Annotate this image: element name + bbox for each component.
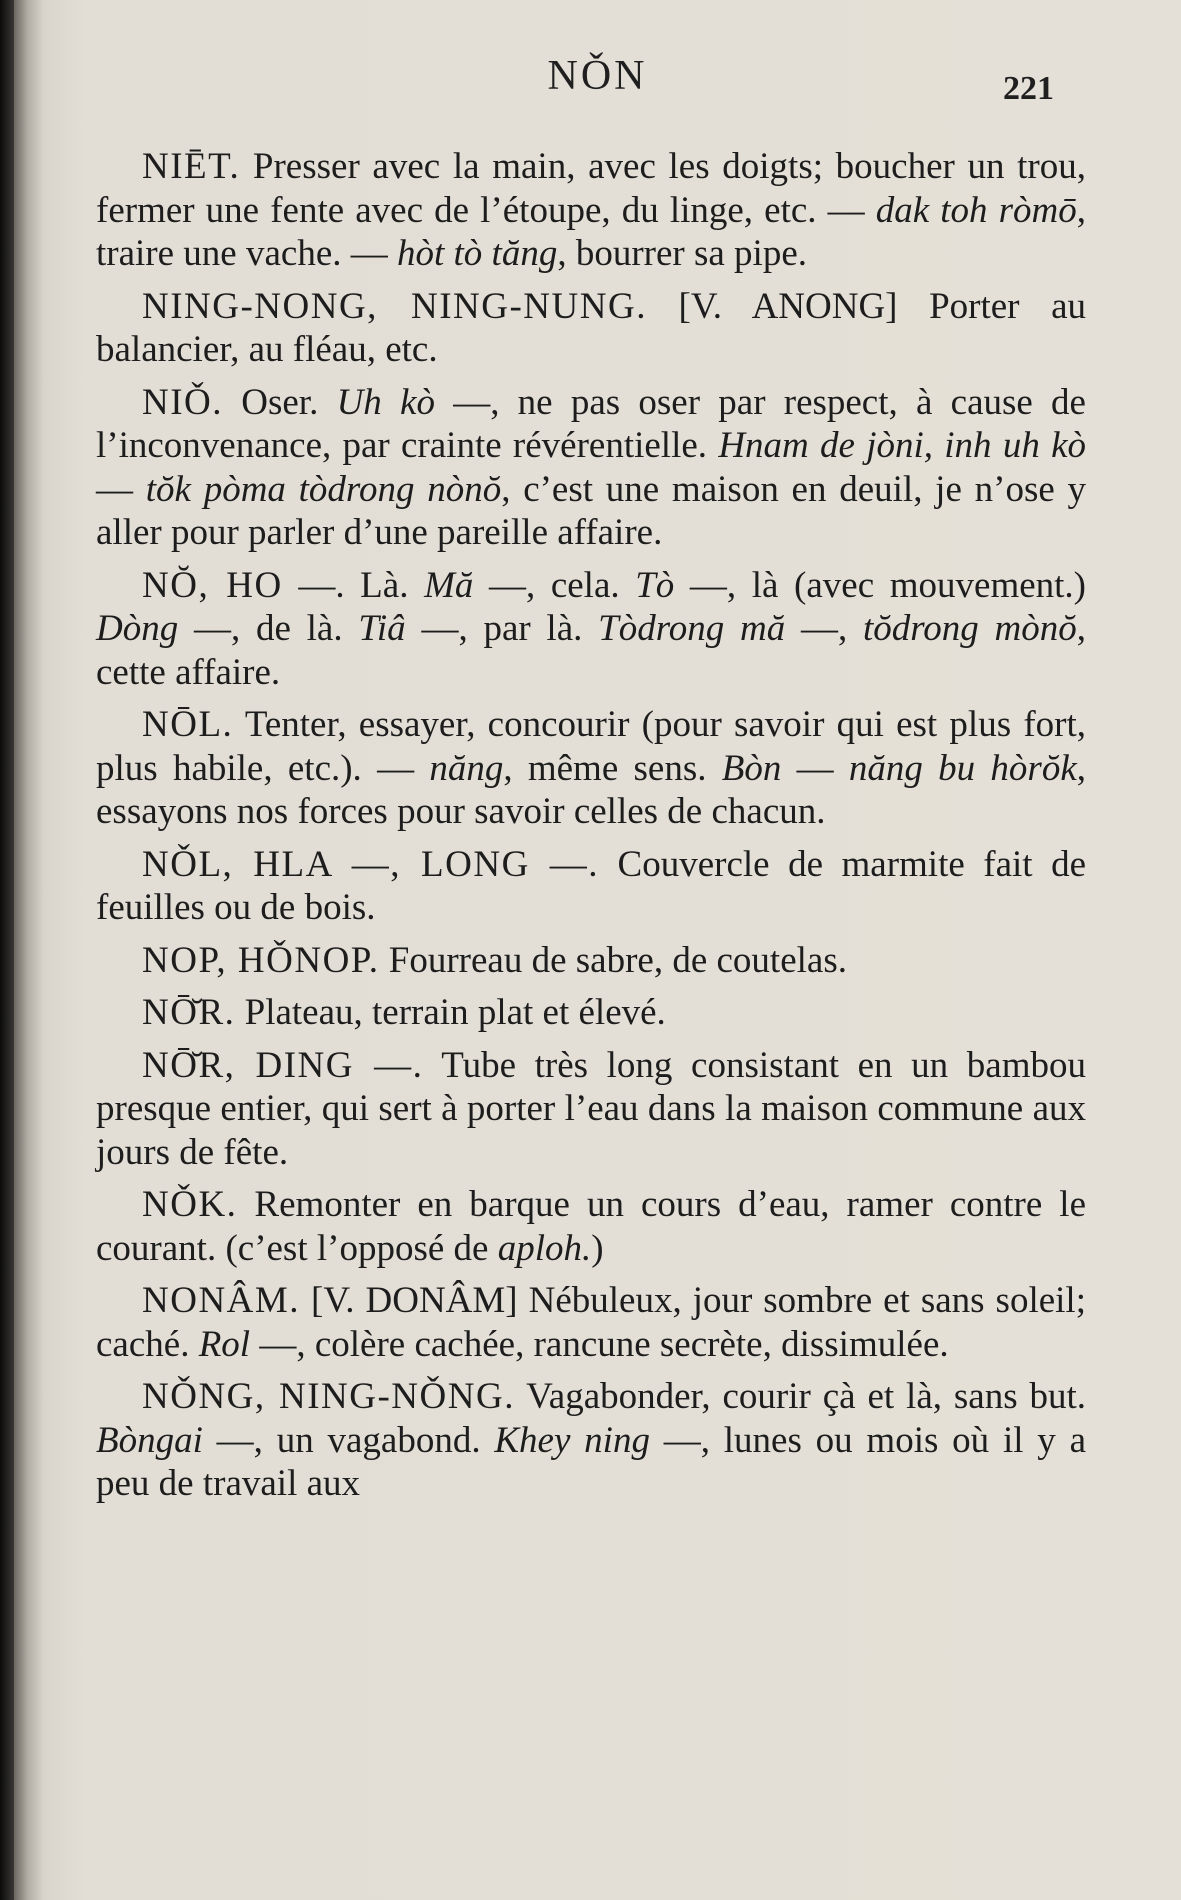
dictionary-entry [96,1279,1086,1366]
entry-example-italic: năng [429,747,504,789]
entry-headword: NOP, HǑNOP. [142,939,380,981]
dictionary-entry [96,843,1086,930]
entry-example-italic: Tòdrong mă [598,608,786,649]
entry-definition-text: Tenter, essayer, concourir (pour savoir qui est plus fort, plus habile, etc.). — [96,704,1086,789]
entry-definition-text: —, là (avec mouvement.) [674,564,1087,606]
entry-definition-text: —, ne pas oser par respect, à cause de l’inconvenance, par crainte révérentielle. [96,381,1086,466]
entry-definition-text: Vagabonder, courir çà et là, sans but. [514,1376,1086,1417]
entry-definition-text: —, cela. [473,564,636,606]
entry-example-italic: Bòngai [96,1419,203,1461]
book-spine-shadow [0,0,14,1900]
entry-example-italic: Tò [635,564,675,606]
entry-definition-text: [V. DONÂM] Nébuleux, jour sombre et sans soleil; caché. [96,1280,1086,1365]
dictionary-entry [96,703,1086,834]
dictionary-entry [96,381,1086,555]
dictionary-entry [96,285,1086,372]
entry-definition-text: — [96,468,146,510]
entry-definition-text: , traire une vache. — [96,189,1086,274]
entry-example-italic: hòt tò tăng [397,233,558,274]
dictionary-entry [96,939,1086,983]
entry-headword: NŎ, HO [142,564,283,606]
entry-definition-text: Couvercle de marmite fait de feuilles ou de bois. [96,843,1087,928]
entry-definition-text: [V. ANONG] Porter au balancier, au fléau, etc. [96,285,1087,370]
entry-definition-text: —, [785,608,863,649]
entry-example-italic: Tiâ [358,608,406,649]
entry-definition-text: —, par là. [405,608,599,649]
entry-definition-text: — [781,747,849,789]
entry-definition-text: , même sens. [503,747,722,789]
running-head: NǑN [547,53,648,99]
dictionary-entry [96,564,1086,695]
entry-example-italic: Bòn [721,747,782,789]
entry-headword: NIǑ. [142,381,224,423]
entry-example-italic: Dòng [96,608,179,649]
dictionary-page [14,0,1181,1900]
entry-definition-text: Plateau, terrain plat et élevé. [235,992,666,1033]
entry-definition-text: Remonter en barque un cours d’eau, ramer contre le courant. (c’est l’opposé de [96,1184,1086,1269]
entry-definition-text: Tube très long consistant en un bambou presque entier, qui sert à porter l’eau dans la maison commune aux jours de fête. [96,1044,1086,1173]
entry-example-italic: Rol [198,1323,251,1365]
page-header [14,52,1181,112]
entry-definition-text: Presser avec la main, avec les doigts; boucher un trou, fermer une fente avec de l’étoupe, du linge, etc. — [96,146,1086,231]
entry-definition-text: Oser. [223,381,337,423]
entry-headword: NǑNG, NING-NǑNG. [142,1376,515,1417]
entry-definition-text: , bourrer sa pipe. [557,233,808,274]
entry-example-italic: năng bu hòrŏk [848,747,1077,789]
entry-example-italic: tŏdrong mònŏ [862,608,1077,649]
dictionary-entries [96,145,1086,1515]
entry-headword: NŌL. [142,704,234,745]
entry-definition-text: , cette affaire. [96,608,1086,693]
entry-definition-text: ) [591,1227,604,1269]
entry-definition-text: —. Là. [282,564,425,606]
entry-example-italic: aploh. [497,1227,592,1269]
entry-definition-text: —, lunes ou mois où il y a peu de travail aux [96,1419,1086,1504]
dictionary-entry [96,1044,1086,1175]
entry-headword: NŌ̆R. [142,992,236,1033]
entry-definition-text: , c’est une maison en deuil, je n’ose y aller pour parler d’une pareille affaire. [96,468,1087,553]
entry-definition-text: —, colère cachée, rancune secrète, dissimulée. [250,1323,949,1365]
page-number: 221 [1003,70,1054,107]
entry-definition-text: —, de là. [178,608,359,649]
entry-example-italic: Uh kò [336,381,435,423]
entry-headword: NING-NONG, NING-NUNG. [142,285,647,327]
entry-headword: NŌ̆R, DING —. [142,1044,424,1086]
entry-headword: NONÂM. [142,1280,301,1321]
dictionary-entry [96,991,1086,1035]
entry-definition-text: , essayons nos forces pour savoir celles de chacun. [96,747,1087,832]
entry-headword: NǑL, HLA —, LONG —. [142,843,600,885]
entry-example-italic: Mă [424,564,474,606]
dictionary-entry [96,1375,1086,1506]
entry-definition-text: —, un vagabond. [202,1419,495,1461]
dictionary-entry [96,145,1086,276]
entry-example-italic: Khey ning [494,1419,650,1461]
entry-headword: NIĒT. [142,146,241,187]
entry-example-italic: Hnam de jòni, inh uh kò [718,425,1086,466]
entry-example-italic: dak toh ròmō [875,189,1077,231]
entry-headword: NǑK. [142,1184,238,1225]
entry-example-italic: tŏk pòma tòdrong nònŏ [145,468,502,510]
dictionary-entry [96,1183,1086,1270]
entry-definition-text: Fourreau de sabre, de coutelas. [379,939,847,981]
